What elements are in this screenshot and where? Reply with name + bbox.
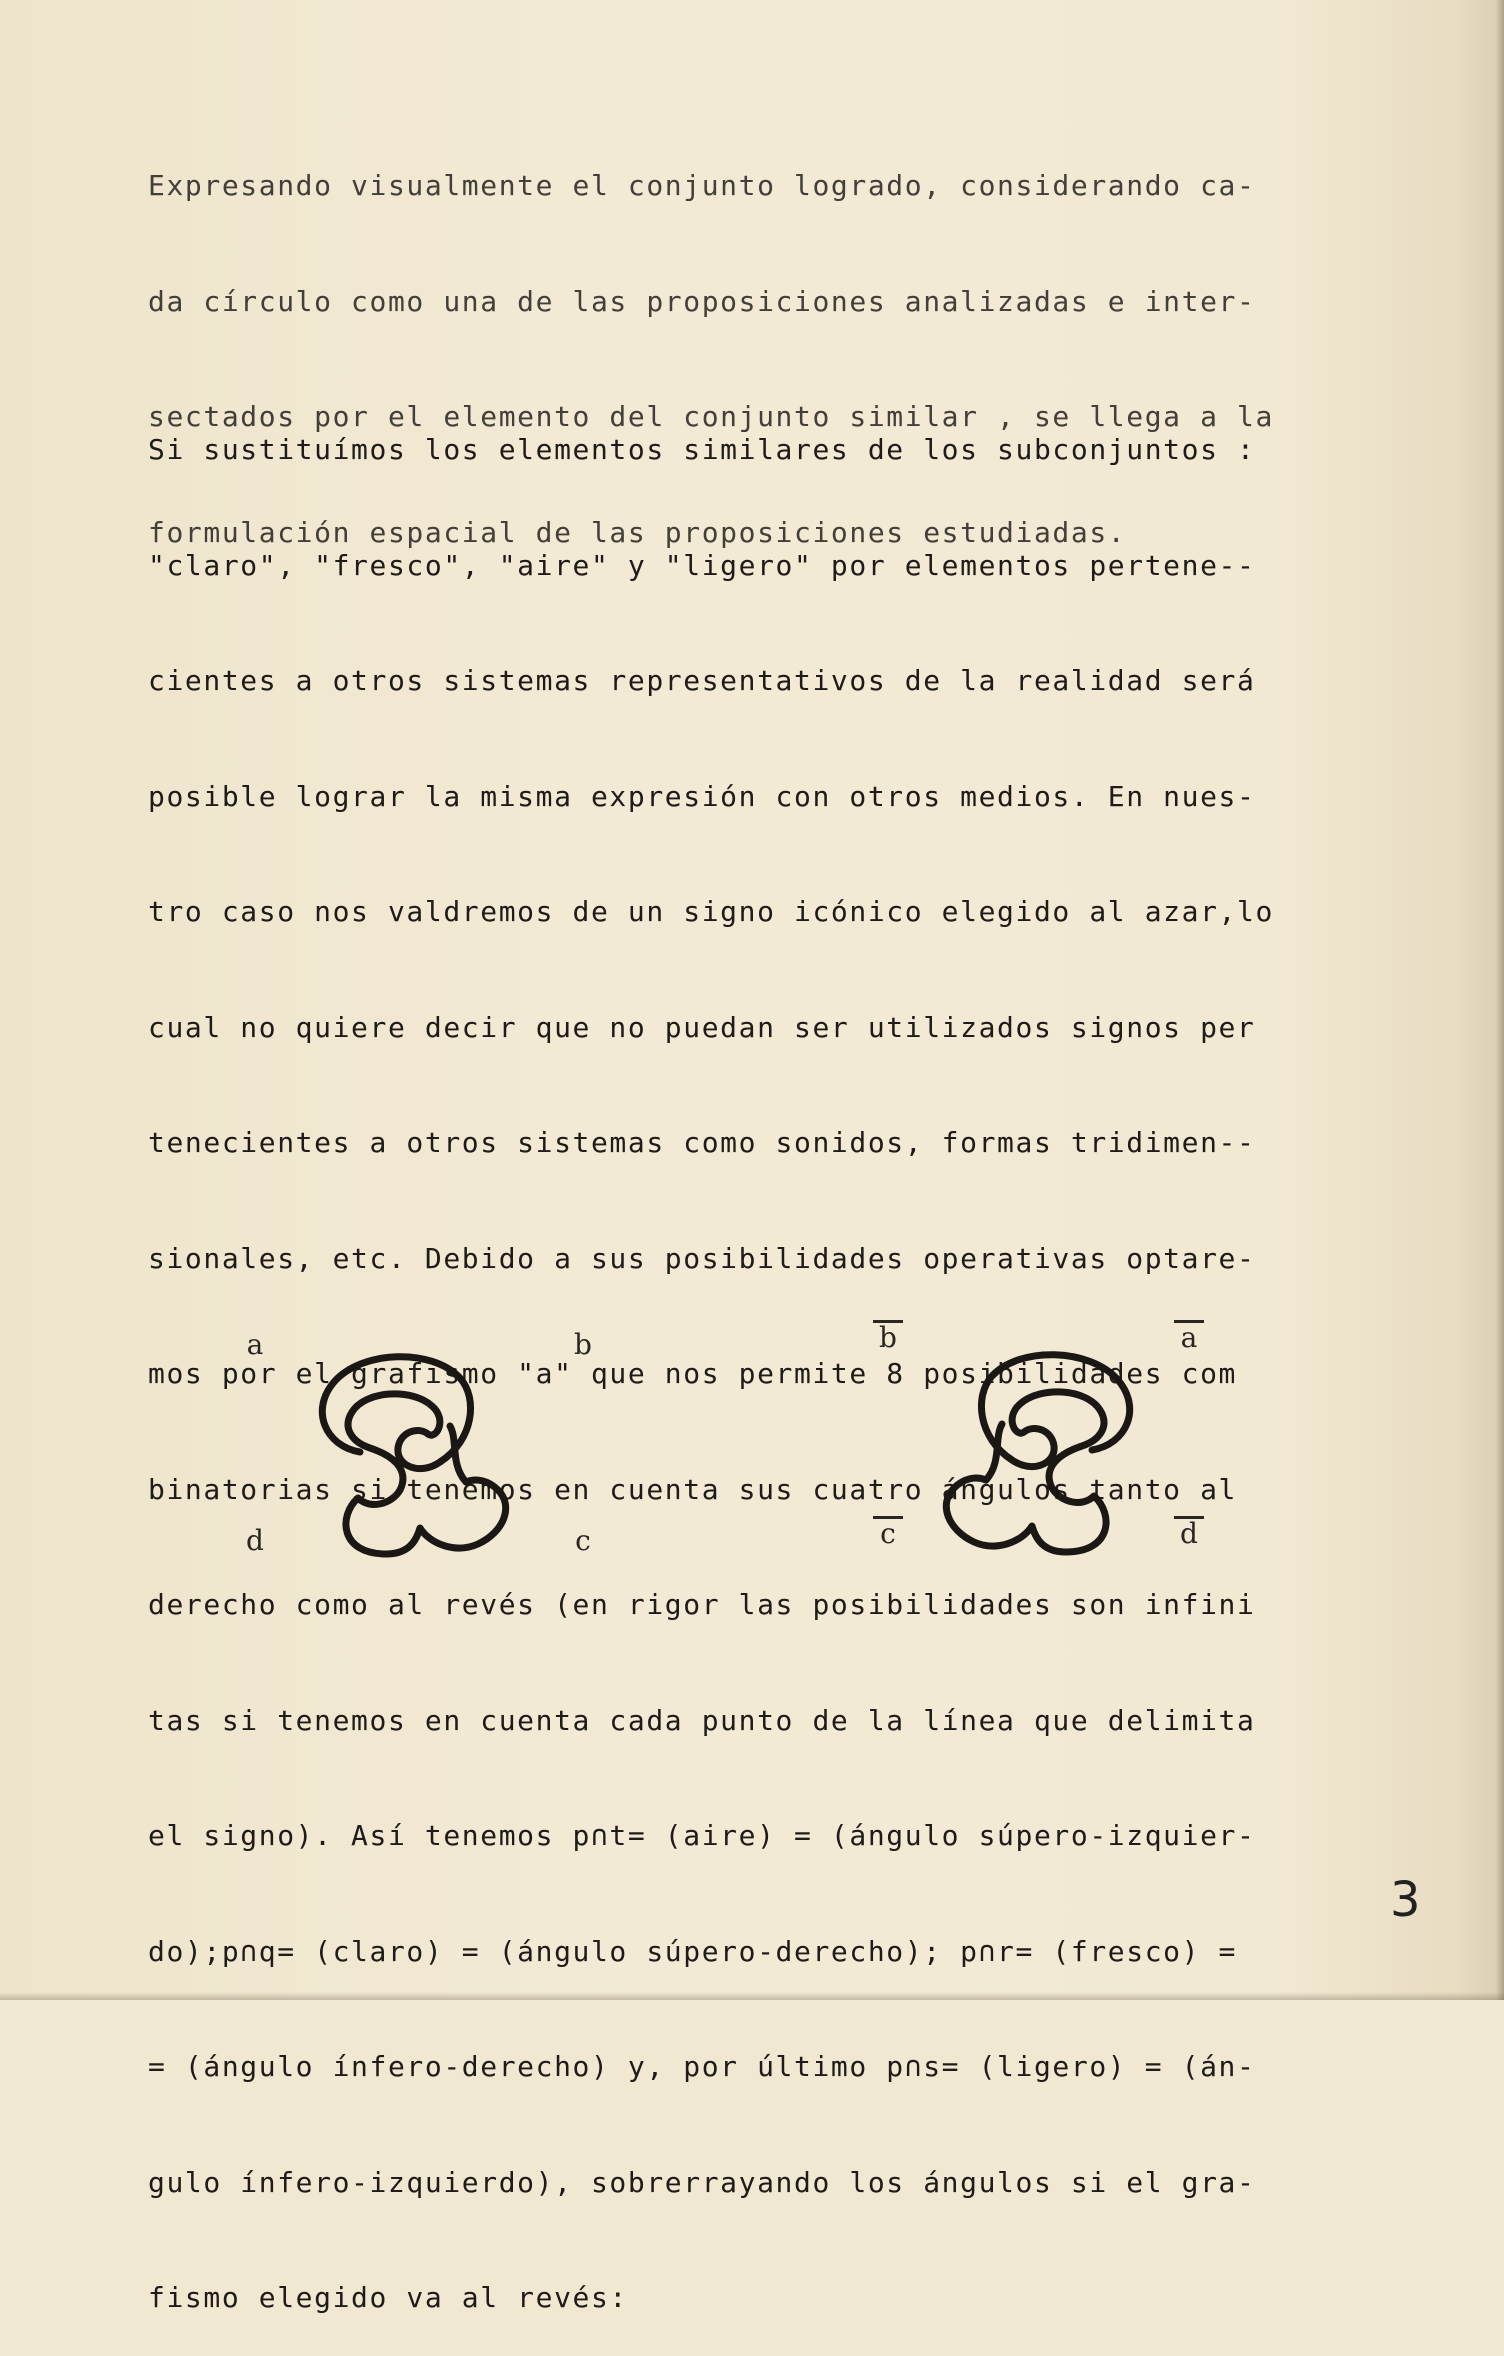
page-edge-shadow [1496,0,1504,2000]
text-line: binatorias si tenemos en cuenta sus cuatro ángulos tanto al [148,1472,1237,1506]
corner-label-bottom-left: d [246,1524,264,1557]
corner-label-bottom-left: c [873,1516,903,1547]
corner-label-bottom-right: c [575,1524,591,1557]
text-line: "claro", "fresco", "aire" y "ligero" por elementos pertene-- [148,548,1256,582]
text-line: tas si tenemos en cuenta cada punto de la línea que delimita [148,1703,1256,1737]
corner-label-top-right: b [574,1328,592,1361]
text-line: fismo elegido va al revés: [148,2281,628,2314]
text-line: gulo ínfero-izquierdo), sobrerrayando los ángulos si el gra- [148,2165,1256,2199]
text-line: el signo). Así tenemos p∩t= (aire) = (ángulo súpero-izquier- [148,1819,1256,1852]
text-line: sionales, etc. Debido a sus posibilidades operativas optare- [148,1241,1256,1275]
text-line: do);p∩q= (claro) = (ángulo súpero-derecho); p∩r= (fresco) = [148,1934,1237,1968]
text-line: cual no quiere decir que no puedan ser utilizados signos per [148,1010,1256,1044]
text-line: sectados por el elemento del conjunto similar , se llega a la [148,400,1274,433]
text-line: cientes a otros sistemas representativos de la realidad será [148,664,1256,697]
text-line: = (ángulo ínfero-derecho) y, por último p∩s= (ligero) = (án- [148,2050,1256,2083]
text-line: mos por el grafismo "a" que nos permite 8 posibilidades com [148,1357,1237,1390]
text-line: da círculo como una de las proposiciones analizadas e inter- [148,284,1256,318]
text-line: derecho como al revés (en rigor las posibilidades son infini [148,1588,1256,1621]
text-line: Expresando visualmente el conjunto logrado, considerando ca- [148,169,1256,202]
corner-label-top-right: a [1174,1320,1204,1351]
corner-label-top-left: a [246,1328,264,1361]
page-number: 3 [1390,1872,1421,1928]
text-line: posible lograr la misma expresión con otros medios. En nues- [148,779,1256,813]
corner-label-bottom-right: d [1174,1516,1204,1547]
text-line: tro caso nos valdremos de un signo icónico elegido al azar,lo [148,895,1274,928]
corner-label-top-left: b [873,1320,903,1351]
grafismo-a-shape [300,1340,540,1560]
text-line: tenecientes a otros sistemas como sonidos, formas tridimen-- [148,1126,1256,1159]
text-line: formulación espacial de las proposiciones estudiadas. [148,515,1127,549]
text-line: Si sustituímos los elementos similares de los subconjuntos : [148,433,1256,466]
grafismo-a-reversed-shape [912,1338,1152,1558]
